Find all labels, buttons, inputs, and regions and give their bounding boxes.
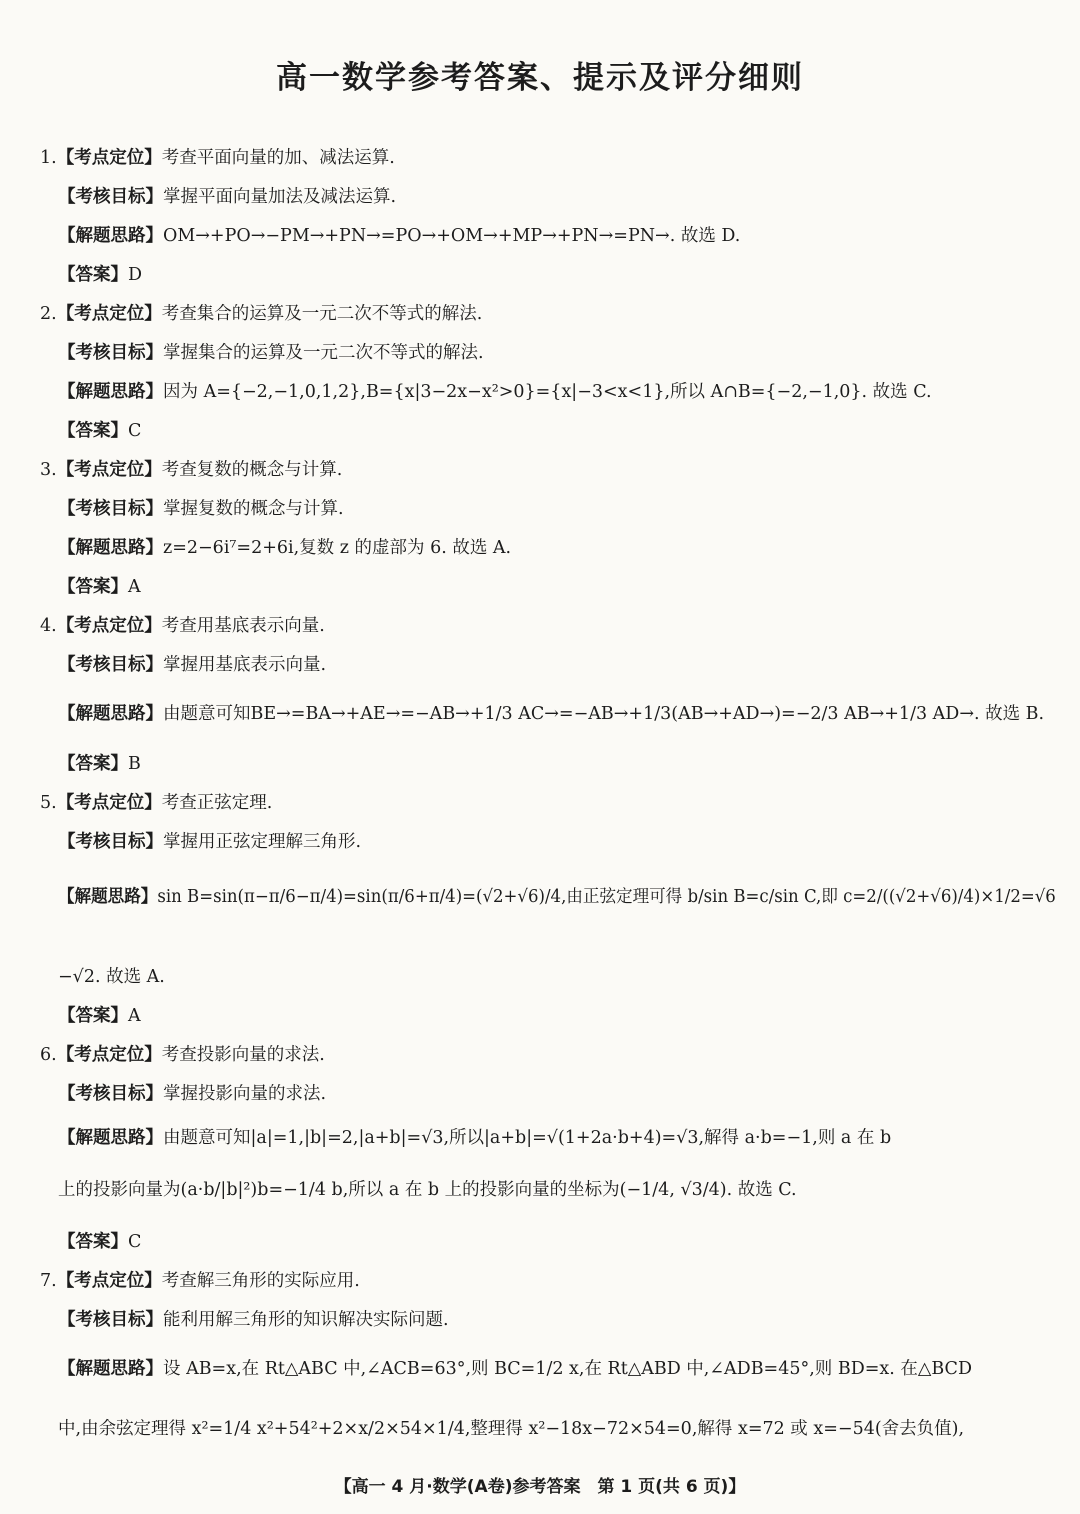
q4-mubiao: 【考核目标】掌握用基底表示向量. [58,655,327,675]
q2-mubiao: 【考核目标】掌握集合的运算及一元二次不等式的解法. [58,343,484,363]
q3-silu: 【解题思路】z=2−6i⁷=2+6i,复数 z 的虚部为 6. 故选 A. [58,538,512,558]
q5-silu-cont: −√2. 故选 A. [58,967,165,987]
q4-kaodian: 4.【考点定位】考查用基底表示向量. [40,616,325,636]
page-title: 高一数学参考答案、提示及评分细则 [276,60,804,96]
q2-kaodian: 2.【考点定位】考查集合的运算及一元二次不等式的解法. [40,304,483,324]
q1-kaodian: 1.【考点定位】考查平面向量的加、减法运算. [40,148,395,168]
q1-answer: 【答案】D [58,265,143,285]
q6-kaodian: 6.【考点定位】考查投影向量的求法. [40,1045,325,1065]
q3-kaodian: 3.【考点定位】考查复数的概念与计算. [40,460,343,480]
q6-silu: 【解题思路】由题意可知|a|=1,|b|=2,|a+b|=√3,所以|a+b|=√(1+2a·b+4)=√3,解得 a·b=−1,则 a 在 b [58,1128,892,1148]
q7-mubiao: 【考核目标】能利用解三角形的知识解决实际问题. [58,1310,449,1330]
q2-answer: 【答案】C [58,421,142,441]
q3-mubiao: 【考核目标】掌握复数的概念与计算. [58,499,344,519]
q7-kaodian: 7.【考点定位】考查解三角形的实际应用. [40,1271,360,1291]
q1-mubiao: 【考核目标】掌握平面向量加法及减法运算. [58,187,397,207]
q5-answer: 【答案】A [58,1006,141,1026]
q6-silu-cont: 上的投影向量为(a·b/|b|²)b=−1/4 b,所以 a 在 b 上的投影向量的坐标为(−1/4, √3/4). 故选 C. [58,1180,797,1200]
q7-silu-cont: 中,由余弦定理得 x²=1/4 x²+54²+2×x/2×54×1/4,整理得 x²−18x−72×54=0,解得 x=72 或 x=−54(舍去负值), [58,1419,965,1439]
q6-answer: 【答案】C [58,1232,142,1252]
q7-silu: 【解题思路】设 AB=x,在 Rt△ABC 中,∠ACB=63°,则 BC=1/2 x,在 Rt△ABD 中,∠ADB=45°,则 BD=x. 在△BCD [58,1359,972,1379]
q4-silu: 【解题思路】由题意可知BE→=BA→+AE→=−AB→+1/3 AC→=−AB→+1/3(AB→+AD→)=−2/3 AB→+1/3 AD→. 故选 B. [58,704,1045,724]
page-footer: 【高一 4 月·数学(A卷)参考答案 第 1 页(共 6 页)】 [334,1477,746,1497]
q5-silu: 【解题思路】sin B=sin(π−π/6−π/4)=sin(π/6+π/4)=(√2+√6)/4,由正弦定理可得 b/sin B=c/sin C,即 c=2/((√2+√6)/4)×1/2=√6 [58,887,1056,907]
q3-answer: 【答案】A [58,577,141,597]
q5-mubiao: 【考核目标】掌握用正弦定理解三角形. [58,832,362,852]
q4-answer: 【答案】B [58,754,141,774]
q6-mubiao: 【考核目标】掌握投影向量的求法. [58,1084,327,1104]
q2-silu: 【解题思路】因为 A={−2,−1,0,1,2},B={x|3−2x−x²>0}={x|−3<x<1},所以 A∩B={−2,−1,0}. 故选 C. [58,382,932,402]
q5-kaodian: 5.【考点定位】考查正弦定理. [40,793,273,813]
q1-silu: 【解题思路】OM→+PO→−PM→+PN→=PO→+OM→+MP→+PN→=PN→. 故选 D. [58,226,741,246]
